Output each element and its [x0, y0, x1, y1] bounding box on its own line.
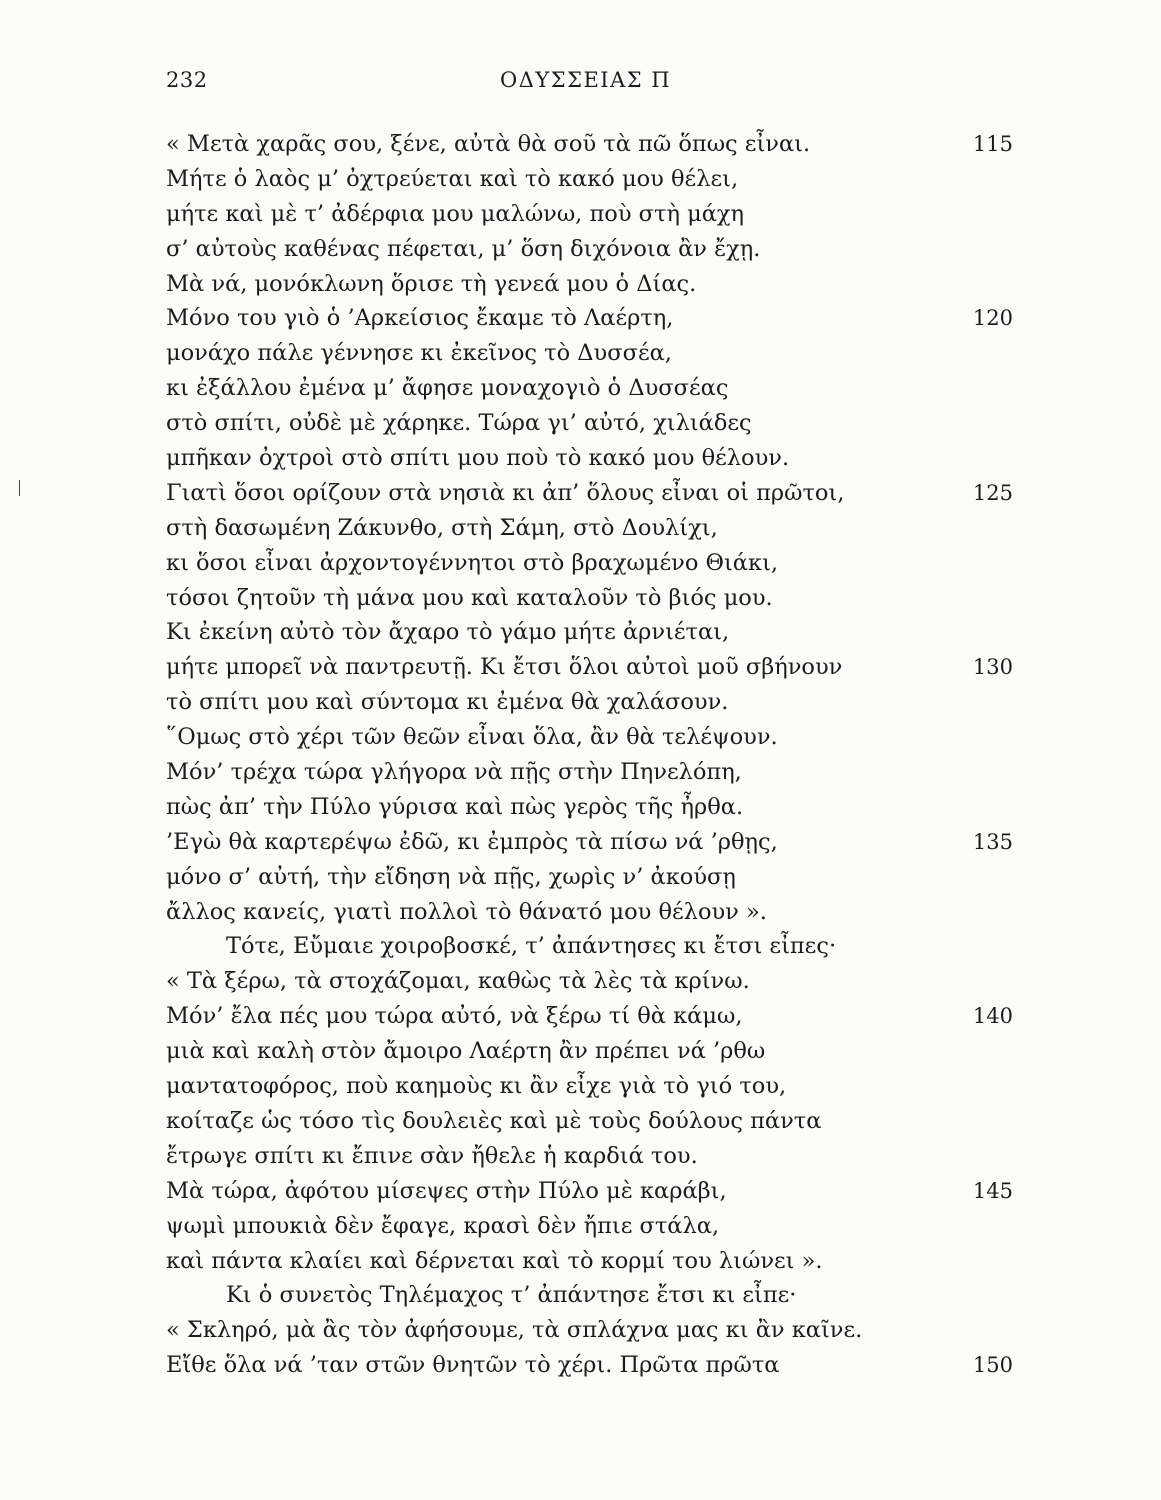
verse-line — [0, 1139, 1161, 1174]
verse-line — [0, 546, 1161, 581]
line-number: 130 — [972, 655, 1013, 680]
verse-text: μπῆκαν ὀχτροὶ στὸ σπίτι μου ποὺ τὸ κακό μου θέλουν. — [166, 445, 790, 472]
verse-line — [0, 336, 1161, 371]
verse-line — [0, 301, 1161, 336]
verse-text: Γιατὶ ὅσοι ορίζουν στὰ νησιὰ κι ἀπ’ ὅλους εἶναι οἱ πρῶτοι, — [166, 479, 845, 506]
verse-text: μαντατοφόρος, ποὺ καημοὺς κι ἂν εἶχε γιὰ τὸ γιό του, — [166, 1073, 787, 1100]
verse-line — [0, 476, 1161, 511]
verse-line — [0, 755, 1161, 790]
verse-text: Μόν’ τρέχα τώρα γλήγορα νὰ πῇς στὴν Πηνελόπη, — [166, 759, 742, 786]
verse-line — [0, 511, 1161, 546]
verse-line — [0, 267, 1161, 302]
line-number: 145 — [972, 1178, 1013, 1203]
verse-text: Μὰ νά, μονόκλωνη ὅρισε τὴ γενεά μου ὁ Δίας. — [166, 270, 697, 297]
verse-line — [0, 895, 1161, 930]
verse-text: Τότε, Εὔμαιε χοιροβοσκέ, τ’ ἀπάντησες κι ἔτσι εἶπες· — [226, 933, 837, 960]
verse-text: μήτε μπορεῖ νὰ παντρευτῇ. Κι ἔτσι ὅλοι αὐτοὶ μοῦ σβήνουν — [166, 654, 843, 681]
page-number: 232 — [166, 68, 208, 92]
line-number: 120 — [972, 306, 1013, 331]
verse-line — [0, 1034, 1161, 1069]
verse-line — [0, 1244, 1161, 1279]
verse-line — [0, 929, 1161, 964]
verse-line — [0, 1348, 1161, 1383]
verse-text: τόσοι ζητοῦν τὴ μάνα μου καὶ καταλοῦν τὸ βιός μου. — [166, 584, 773, 611]
verse-line — [0, 1174, 1161, 1209]
poem-text — [0, 127, 1161, 1383]
verse-line — [0, 127, 1161, 162]
verse-line — [0, 860, 1161, 895]
verse-line — [0, 1104, 1161, 1139]
verse-text: μιὰ καὶ καλὴ στὸν ἄμοιρο Λαέρτη ἂν πρέπει νά ’ρθω — [166, 1038, 766, 1065]
verse-text: κι ὅσοι εἶναι ἀρχοντογέννητοι στὸ βραχωμένο Θιάκι, — [166, 549, 779, 576]
verse-text: Μὰ τώρα, ἀφότου μίσεψες στὴν Πύλο μὲ καράβι, — [166, 1177, 727, 1204]
verse-text: στὴ δασωμένη Ζάκυνθο, στὴ Σάμη, στὸ Δουλίχι, — [166, 514, 718, 541]
verse-text: μήτε καὶ μὲ τ’ ἀδέρφια μου μαλώνω, ποὺ στὴ μάχη — [166, 200, 745, 227]
verse-line — [0, 790, 1161, 825]
verse-line — [0, 232, 1161, 267]
verse-line — [0, 720, 1161, 755]
verse-text: σ’ αὐτοὺς καθένας πέφεται, μ’ ὅση διχόνοια ἂν ἔχῃ. — [166, 235, 761, 262]
line-number: 140 — [972, 1004, 1013, 1029]
verse-text: Μόν’ ἔλα πές μου τώρα αὐτό, νὰ ξέρω τί θὰ κάμω, — [166, 1003, 743, 1030]
verse-text: Εἴθε ὅλα νά ’ταν στῶν θνητῶν τὸ χέρι. Πρῶτα πρῶτα — [166, 1352, 780, 1379]
verse-line — [0, 1313, 1161, 1348]
verse-text: Κι ἐκείνη αὐτὸ τὸν ἄχαρο τὸ γάμο μήτε ἀρνιέται, — [166, 619, 730, 646]
verse-line — [0, 650, 1161, 685]
verse-text: Μήτε ὁ λαὸς μ’ ὀχτρεύεται καὶ τὸ κακό μου θέλει, — [166, 165, 739, 192]
verse-line — [0, 964, 1161, 999]
verse-text: κοίταζε ὡς τόσο τὶς δουλειὲς καὶ μὲ τοὺς δούλους πάντα — [166, 1107, 822, 1134]
verse-text: Κι ὁ συνετὸς Τηλέμαχος τ’ ἀπάντησε ἔτσι κι εἶπε· — [226, 1282, 797, 1309]
verse-text: πὼς ἀπ’ τὴν Πύλο γύρισα καὶ πὼς γερὸς τῆς ἦρθα. — [166, 793, 744, 820]
verse-line — [0, 441, 1161, 476]
verse-line — [0, 371, 1161, 406]
verse-line — [0, 197, 1161, 232]
verse-text: Μόνο του γιὸ ὁ ’Αρκείσιος ἔκαμε τὸ Λαέρτη, — [166, 305, 674, 332]
verse-text: « Σκληρό, μὰ ἂς τὸν ἀφήσουμε, τὰ σπλάχνα μας κι ἂν καῖνε. — [166, 1317, 863, 1344]
verse-line — [0, 162, 1161, 197]
line-number: 135 — [972, 829, 1013, 854]
verse-line — [0, 406, 1161, 441]
line-number: 150 — [972, 1353, 1013, 1378]
verse-line — [0, 581, 1161, 616]
verse-line — [0, 1209, 1161, 1244]
verse-text: τὸ σπίτι μου καὶ σύντομα κι ἐμένα θὰ χαλάσουν. — [166, 689, 729, 716]
verse-line — [0, 1278, 1161, 1313]
running-title: ΟΔΥΣΣΕΙΑΣ Π — [500, 68, 672, 92]
verse-text: μονάχο πάλε γέννησε κι ἐκεῖνος τὸ Δυσσέα, — [166, 340, 672, 367]
verse-text: μόνο σ’ αὐτή, τὴν εἴδηση νὰ πῇς, χωρὶς ν’ ἀκούσῃ — [166, 863, 736, 890]
page-header — [0, 68, 1161, 102]
verse-text: « Τὰ ξέρω, τὰ στοχάζομαι, καθὼς τὰ λὲς τὰ κρίνω. — [166, 968, 750, 995]
verse-text: στὸ σπίτι, οὐδὲ μὲ χάρηκε. Τώρα γι’ αὐτό, χιλιάδες — [166, 410, 752, 437]
verse-text: καὶ πάντα κλαίει καὶ δέρνεται καὶ τὸ κορμί του λιώνει ». — [166, 1247, 823, 1274]
verse-line — [0, 685, 1161, 720]
verse-text: « Μετὰ χαρᾶς σου, ξένε, αὐτὰ θὰ σοῦ τὰ πῶ ὅπως εἶναι. — [166, 131, 811, 157]
verse-text: ’Εγὼ θὰ καρτερέψω ἐδῶ, κι ἐμπρὸς τὰ πίσω νά ’ρθῃς, — [166, 828, 778, 855]
verse-line — [0, 825, 1161, 860]
verse-text: ἄλλος κανείς, γιατὶ πολλοὶ τὸ θάνατό μου θέλουν ». — [166, 898, 767, 925]
line-number: 115 — [972, 132, 1013, 156]
verse-line — [0, 999, 1161, 1034]
verse-text: ψωμὶ μπουκιὰ δὲν ἔφαγε, κρασὶ δὲν ἤπιε στάλα, — [166, 1212, 720, 1239]
verse-text: κι ἐξάλλου ἐμένα μ’ ἄφησε μοναχογιὸ ὁ Δυσσέας — [166, 375, 729, 402]
verse-line — [0, 1069, 1161, 1104]
verse-text: ῞Ομως στὸ χέρι τῶν θεῶν εἶναι ὅλα, ἂν θὰ τελέψουν. — [166, 724, 778, 751]
line-number: 125 — [972, 480, 1013, 505]
verse-text: ἔτρωγε σπίτι κι ἔπινε σὰν ἤθελε ἡ καρδιά του. — [166, 1142, 698, 1169]
verse-line — [0, 615, 1161, 650]
